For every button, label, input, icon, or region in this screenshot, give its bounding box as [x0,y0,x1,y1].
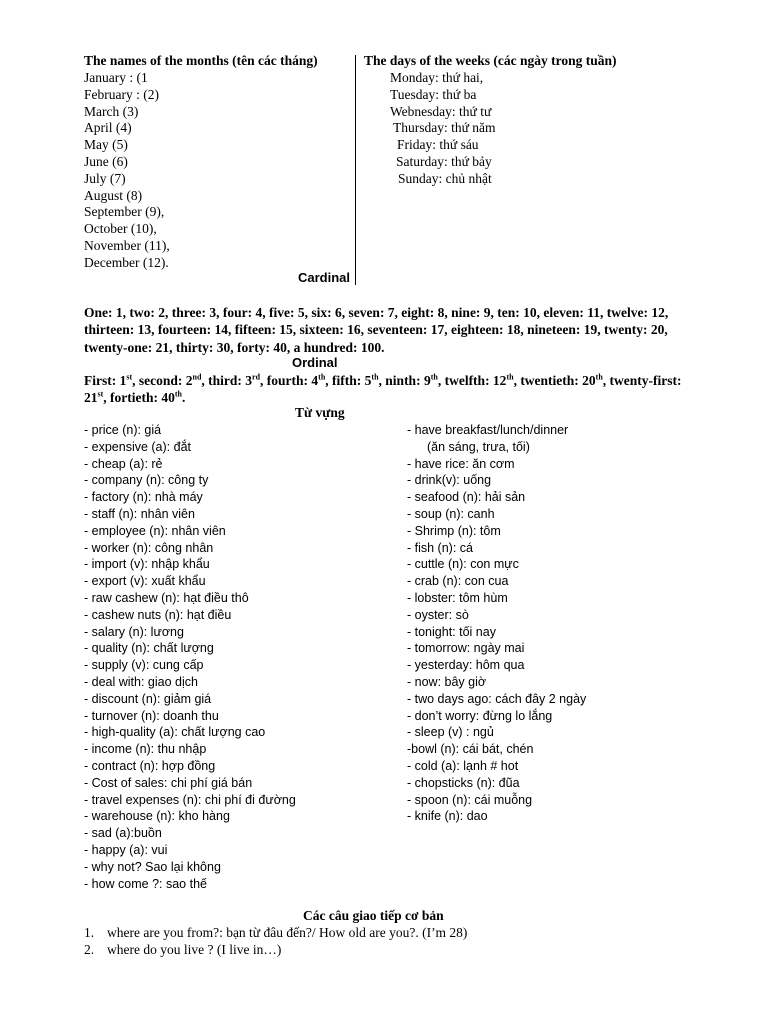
vocab-title: Từ vựng [295,405,345,420]
day-item: Saturday: thứ bảy [396,153,492,169]
vocab-item: - contract (n): hợp đồng [84,758,216,773]
vocab-left-column [84,422,296,892]
vocab-item: - lobster: tôm hùm [407,590,508,605]
vocab-item: - why not? Sao lại không [84,859,221,874]
vocab-item: - cheap (a): rẻ [84,456,163,471]
day-item: Monday: thứ hai, [390,70,484,85]
vocab-item: - drink(v): uống [407,473,492,488]
vocab-item: - fish (n): cá [407,540,473,555]
day-item: Tuesday: thứ ba [390,86,477,102]
vocab-item: - chopsticks (n): đũa [407,775,520,790]
vocab-item: - cuttle (n): con mực [407,557,519,572]
vocab-right-column [407,422,586,825]
month-item: January : (1 [84,70,148,85]
vocab-item: - price (n): giá [84,423,162,437]
ordinal-item: third: 3rd, [208,372,267,388]
vocab-item: - employee (n): nhân viên [84,523,226,538]
vocab-item: - import (v): nhập khẩu [84,557,210,572]
month-item: December (12). [84,254,169,270]
month-item: May (5) [84,137,128,153]
ordinal-numbers [84,372,704,407]
ordinal-item: twelfth: 12th, [444,372,521,388]
ordinal-item: twenty-first: 21st, [84,373,682,406]
vocab-item: - high-quality (a): chất lượng cao [84,725,266,740]
vocab-item: - have breakfast/lunch/dinner [407,423,569,437]
vocab-item: - salary (n): lương [84,624,184,639]
vocab-item: - how come ?: sao thế [84,876,207,891]
vocab-item: - Cost of sales: chi phí giá bán [84,775,253,790]
list-number: 2. [84,941,95,957]
communication-item [84,925,467,942]
vocab-item: - travel expenses (n): chi phí đi đường [84,792,296,807]
month-item: November (11), [84,237,170,253]
vocab-item: - don’t worry: đừng lo lắng [407,708,553,723]
day-item: Webnesday: thứ tư [390,103,492,119]
month-item: February : (2) [84,86,159,102]
vocab-item: - raw cashew (n): hạt điều thô [84,590,249,605]
vocab-item: - now: bây giờ [407,674,487,689]
vocab-item: - factory (n): nhà máy [84,490,203,505]
list-number: 1. [84,925,95,940]
vocab-item: - expensive (a): đắt [84,439,191,454]
days-list [390,70,496,188]
vocab-item: - export (v): xuất khẩu [84,574,206,589]
vocab-item: - yesterday: hôm qua [407,658,525,673]
month-item: June (6) [84,153,128,169]
vocab-item: - knife (n): dao [407,809,488,824]
months-heading: The names of the months (tên các tháng) [84,53,318,68]
vocab-item: - have rice: ăn cơm [407,456,515,471]
vocab-item: - turnover (n): doanh thu [84,708,219,723]
vocab-item: - two days ago: cách đây 2 ngày [407,691,587,706]
column-divider [355,55,356,285]
vocab-item: - cashew nuts (n): hạt điều [84,607,232,622]
vocab-item: (ăn sáng, trưa, tối) [427,439,530,454]
vocab-item: - staff (n): nhân viên [84,506,195,521]
days-heading: The days of the weeks (các ngày trong tuần) [364,53,617,68]
vocab-item: - worker (n): công nhân [84,540,214,555]
vocab-item: - Shrimp (n): tôm [407,523,501,538]
ordinal-item: second: 2nd, [138,372,209,388]
vocab-item: - company (n): công ty [84,473,209,488]
ordinal-item: ninth: 9th, [385,372,445,388]
vocab-item: - seafood (n): hải sản [407,490,526,505]
vocab-item: -bowl (n): cái bát, chén [407,742,534,757]
vocab-item: - deal with: giao dịch [84,674,198,689]
communication-text: where are you from?: bạn từ đâu đến?/ How old are you?. (I’m 28) [107,925,468,940]
communication-list [84,925,467,959]
cardinal-numbers: One: 1, two: 2, three: 3, four: 4, five: 5, six: 6, seven: 7, eight: 8, nine: 9, ten: 10, eleven: 11, twelve: 12, thirteen: 13, fourteen: 14, fifteen: 15, sixteen: 16, seventeen: 17, eighteen: 18, nineteen: 19, twenty: 20, twenty-one: 21, thirty: 30, forty: 40, a hundred: 100. [84,305,669,355]
communication-item [84,942,467,959]
cardinal-title: Cardinal [298,270,351,285]
ordinal-title: Ordinal [292,355,338,370]
day-item: Sunday: chủ nhật [398,170,492,186]
month-item: April (4) [84,120,132,136]
month-item: October (10), [84,221,157,237]
ordinal-item: First: 1st, [84,372,139,388]
communication-title: Các câu giao tiếp cơ bản [303,908,444,923]
communication-text: where do you live ? (I live in…) [107,941,282,957]
ordinal-item: twentieth: 20th, [520,372,610,388]
vocab-item: - spoon (n): cái muỗng [407,792,533,807]
vocab-item: - sleep (v) : ngủ [407,725,494,740]
ordinal-item: fortieth: 40th. [110,389,186,406]
vocab-item: - tomorrow: ngày mai [407,641,525,656]
vocab-item: - discount (n): giảm giá [84,691,212,706]
vocab-item: - cold (a): lạnh # hot [407,758,519,773]
vocab-item: - quality (n): chất lượng [84,641,214,656]
day-item: Friday: thứ sáu [397,137,479,153]
vocab-item: - tonight: tối nay [407,624,496,639]
vocab-item: - oyster: sò [407,607,469,622]
vocab-item: - soup (n): canh [407,506,495,521]
day-item: Thursday: thứ năm [393,120,496,136]
ordinal-item: fifth: 5th, [332,372,386,388]
vocab-item: - crab (n): con cua [407,574,509,589]
month-item: July (7) [84,170,126,186]
ordinal-item: fourth: 4th, [266,372,333,388]
vocab-item: - warehouse (n): kho hàng [84,809,230,824]
vocab-item: - sad (a):buồn [84,826,162,841]
month-item: March (3) [84,103,139,119]
month-item: September (9), [84,204,165,220]
vocab-item: - supply (v): cung cấp [84,658,204,673]
vocab-item: - income (n): thu nhập [84,742,207,757]
months-list [84,70,170,272]
vocab-item: - happy (a): vui [84,842,168,857]
month-item: August (8) [84,187,143,203]
